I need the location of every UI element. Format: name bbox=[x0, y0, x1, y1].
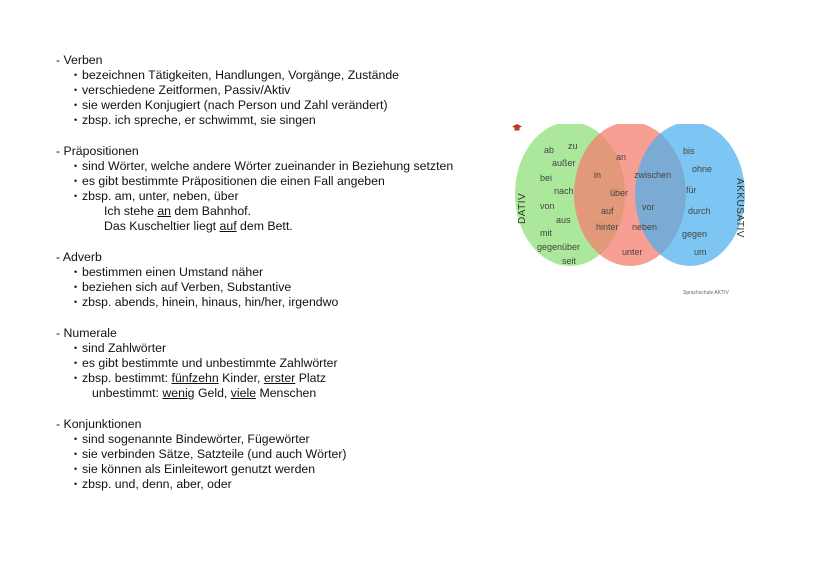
example-text: Kinder, bbox=[218, 371, 264, 385]
example-text: zbsp. bestimmt: bbox=[82, 371, 172, 385]
list-item: • zbsp. am, unter, neben, über bbox=[74, 189, 496, 204]
list-item: • zbsp. und, denn, aber, oder bbox=[74, 477, 496, 492]
bullet-list bbox=[56, 432, 496, 492]
example-text: dem Bett. bbox=[236, 219, 293, 233]
brand-label: Sprachschule AKTIV bbox=[683, 290, 729, 296]
list-item: • zbsp. abends, hinein, hinaus, hin/her, irgendwo bbox=[74, 295, 496, 310]
venn-word: nach bbox=[554, 186, 574, 196]
venn-word: gegenüber bbox=[537, 242, 581, 252]
section-heading: - Numerale bbox=[56, 326, 117, 340]
example-sentence bbox=[56, 219, 496, 234]
list-item: • sind Zahlwörter bbox=[74, 341, 496, 356]
list-item: • sie werden Konjugiert (nach Person und Zahl verändert) bbox=[74, 98, 496, 113]
venn-word: vor bbox=[642, 202, 655, 212]
section-numerale bbox=[56, 326, 496, 401]
document-body bbox=[56, 53, 496, 508]
list-item: • bezeichnen Tätigkeiten, Handlungen, Vorgänge, Zustände bbox=[74, 68, 496, 83]
venn-word: außer bbox=[552, 158, 576, 168]
venn-word: unter bbox=[622, 247, 643, 257]
list-item: • sie verbinden Sätze, Satzteile (und auch Wörter) bbox=[74, 447, 496, 462]
bullet-list bbox=[56, 68, 496, 128]
underlined-word: fünfzehn bbox=[171, 371, 219, 385]
section-konjunktionen bbox=[56, 417, 496, 492]
section-heading: - Adverb bbox=[56, 250, 102, 264]
venn-word: von bbox=[540, 201, 555, 211]
example-text: Menschen bbox=[256, 386, 317, 400]
venn-word: durch bbox=[688, 206, 711, 216]
section-heading: - Konjunktionen bbox=[56, 417, 142, 431]
venn-word: zwischen bbox=[634, 170, 672, 180]
list-item: • bestimmen einen Umstand näher bbox=[74, 265, 496, 280]
venn-word: bis bbox=[683, 146, 695, 156]
bullet-list bbox=[56, 159, 496, 204]
example-text: unbestimmt: bbox=[92, 386, 163, 400]
bullet-list bbox=[56, 341, 496, 386]
example-text: Geld, bbox=[194, 386, 231, 400]
dativ-label: DATIV bbox=[517, 192, 528, 224]
example-sentence bbox=[56, 386, 496, 401]
venn-word: mit bbox=[540, 228, 552, 238]
venn-word: gegen bbox=[682, 229, 708, 239]
akkusativ-label: AKKUSATIV bbox=[734, 178, 745, 238]
underlined-word: an bbox=[157, 204, 172, 218]
underlined-word: wenig bbox=[162, 386, 195, 400]
section-heading: - Präpositionen bbox=[56, 144, 139, 158]
list-item: • es gibt bestimmte Präpositionen die einen Fall angeben bbox=[74, 174, 496, 189]
venn-word: an bbox=[616, 152, 627, 162]
venn-word: ohne bbox=[692, 164, 713, 174]
example-text: dem Bahnhof. bbox=[171, 204, 251, 218]
list-item: • beziehen sich auf Verben, Substantive bbox=[74, 280, 496, 295]
list-item: • zbsp. ich spreche, er schwimmt, sie singen bbox=[74, 113, 496, 128]
underlined-word: auf bbox=[219, 219, 237, 233]
section-adverb bbox=[56, 250, 496, 310]
list-item: • es gibt bestimmte und unbestimmte Zahlwörter bbox=[74, 356, 496, 371]
venn-word: zu bbox=[568, 141, 578, 151]
example-sentence bbox=[56, 204, 496, 219]
list-item: • sind Wörter, welche andere Wörter zueinander in Beziehung setzten bbox=[74, 159, 496, 174]
venn-word: aus bbox=[556, 215, 571, 225]
venn-word: auf bbox=[601, 206, 614, 216]
venn-word: ab bbox=[544, 145, 555, 155]
example-text: Das Kuscheltier liegt bbox=[104, 219, 220, 233]
venn-word: für bbox=[686, 185, 697, 195]
list-item: • sind sogenannte Bindewörter, Fügewörter bbox=[74, 432, 496, 447]
venn-word: über bbox=[610, 188, 629, 198]
venn-word: neben bbox=[632, 222, 658, 232]
underlined-word: erster bbox=[263, 371, 296, 385]
example-text: Ich stehe bbox=[104, 204, 158, 218]
venn-word: in bbox=[594, 170, 602, 180]
section-heading: - Verben bbox=[56, 53, 103, 67]
venn-word: seit bbox=[562, 256, 577, 266]
example-text: Platz bbox=[295, 371, 327, 385]
graduation-cap-icon bbox=[512, 124, 522, 132]
section-praepositionen bbox=[56, 144, 496, 234]
venn-word: hinter bbox=[596, 222, 619, 232]
venn-word: um bbox=[694, 247, 707, 257]
underlined-word: viele bbox=[230, 386, 257, 400]
list-item: • sie können als Einleitewort genutzt werden bbox=[74, 462, 496, 477]
bullet-list bbox=[56, 265, 496, 310]
section-verben bbox=[56, 53, 496, 128]
list-item: • verschiedene Zeitformen, Passiv/Aktiv bbox=[74, 83, 496, 98]
list-item bbox=[74, 371, 496, 386]
venn-diagram bbox=[512, 124, 752, 304]
venn-word: bei bbox=[540, 173, 553, 183]
